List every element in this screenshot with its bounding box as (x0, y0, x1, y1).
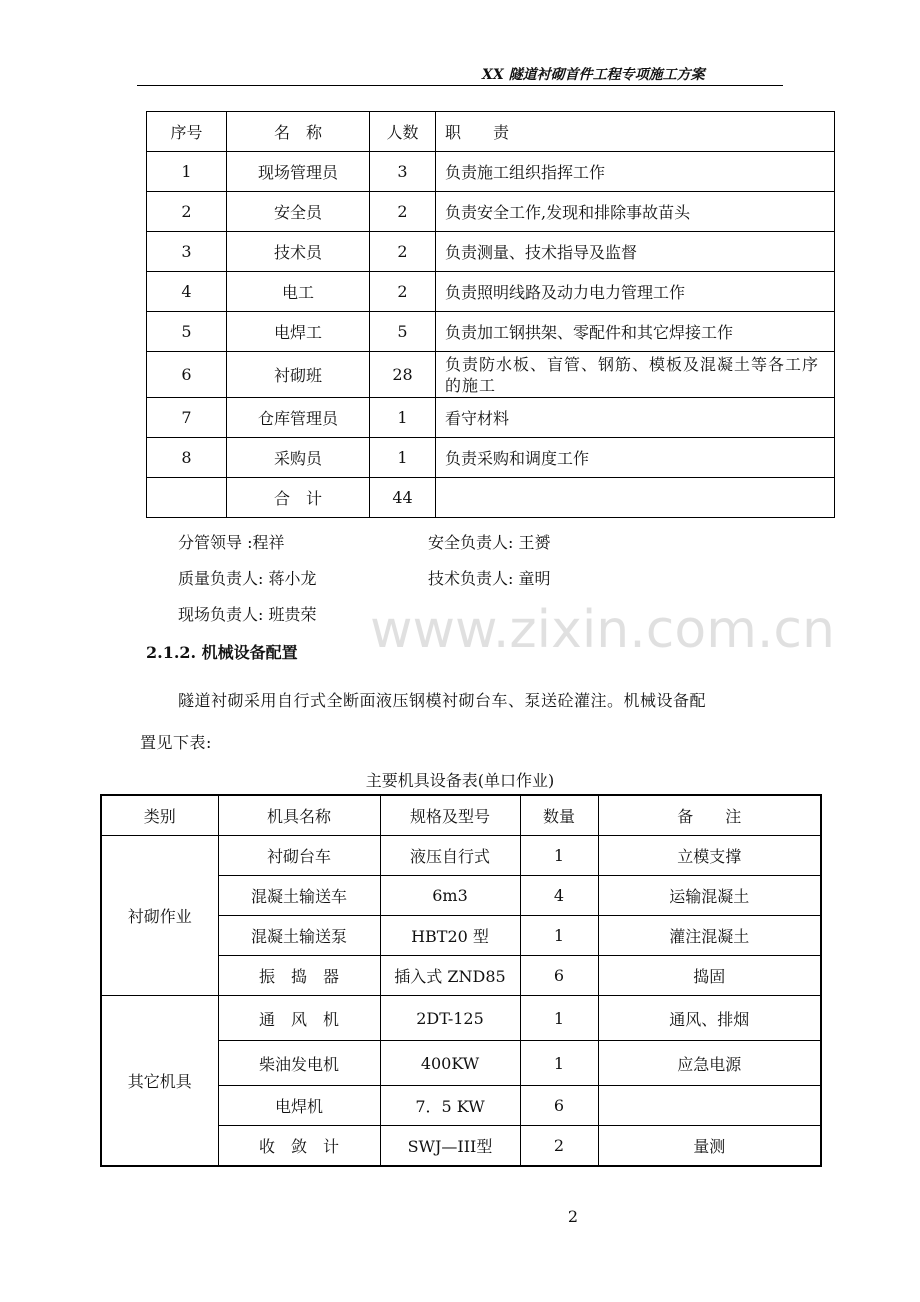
row-number: 4 (147, 272, 227, 312)
duty-description: 看守材料 (436, 398, 835, 438)
equipment-remark: 量测 (598, 1126, 821, 1167)
duty-description: 负责防水板、盲管、钢筋、模板及混凝土等各工序的施工 (445, 354, 820, 395)
equipment-qty: 1 (520, 916, 598, 956)
signature-lead: 分管领导 :程祥 (178, 533, 285, 552)
section-heading: 2.1.2. 机械设备配置 (146, 643, 298, 662)
equipment-qty: 1 (520, 836, 598, 876)
empty-cell (147, 478, 227, 518)
headcount: 2 (370, 192, 436, 232)
headcount: 2 (370, 272, 436, 312)
row-number: 1 (147, 152, 227, 192)
headcount: 5 (370, 312, 436, 352)
signature-safety: 安全负责人: 王赟 (428, 533, 551, 552)
table-row (147, 312, 835, 352)
equipment-spec: 插入式 ZND85 (380, 956, 520, 996)
header-rule (137, 85, 783, 86)
duty-description: 负责采购和调度工作 (436, 438, 835, 478)
equipment-spec: 400KW (380, 1041, 520, 1086)
header-cell: 规格及型号 (380, 795, 520, 836)
duty-description-cell (436, 352, 835, 398)
equipment-remark: 捣固 (598, 956, 821, 996)
role-name: 电焊工 (227, 312, 370, 352)
role-name: 安全员 (227, 192, 370, 232)
total-count: 44 (370, 478, 436, 518)
role-name: 仓库管理员 (227, 398, 370, 438)
table-row (147, 152, 835, 192)
table-caption: 主要机具设备表(单口作业) (365, 771, 555, 790)
equipment-qty: 6 (520, 956, 598, 996)
category-cell: 其它机具 (101, 996, 218, 1167)
row-number: 5 (147, 312, 227, 352)
equipment-qty: 2 (520, 1126, 598, 1167)
signature-tech: 技术负责人: 童明 (428, 569, 551, 588)
equipment-spec: HBT20 型 (380, 916, 520, 956)
category-cell: 衬砌作业 (101, 836, 218, 996)
role-name: 技术员 (227, 232, 370, 272)
table-row (147, 272, 835, 312)
page-number: 2 (567, 1207, 579, 1226)
role-name: 采购员 (227, 438, 370, 478)
equipment-spec: 2DT-125 (380, 996, 520, 1041)
duty-description: 负责施工组织指挥工作 (436, 152, 835, 192)
staff-table (146, 111, 835, 518)
row-number: 2 (147, 192, 227, 232)
total-label: 合 计 (227, 478, 370, 518)
signature-quality: 质量负责人: 蒋小龙 (178, 569, 317, 588)
equipment-name: 柴油发电机 (218, 1041, 380, 1086)
watermark-text: www.zixin.com.cn (370, 600, 835, 660)
header-cell: 数量 (520, 795, 598, 836)
table-row (147, 352, 835, 398)
equipment-remark: 灌注混凝土 (598, 916, 821, 956)
paragraph-line: 隧道衬砌采用自行式全断面液压钢模衬砌台车、泵送砼灌注。机械设备配 (178, 691, 707, 710)
role-name: 衬砌班 (227, 352, 370, 398)
header-cell: 类别 (101, 795, 218, 836)
equipment-table-header (101, 795, 821, 836)
equipment-remark: 应急电源 (598, 1041, 821, 1086)
headcount: 3 (370, 152, 436, 192)
duty-description: 负责加工钢拱架、零配件和其它焊接工作 (436, 312, 835, 352)
headcount: 28 (370, 352, 436, 398)
headcount: 1 (370, 398, 436, 438)
header-cell: 人数 (370, 112, 436, 152)
equipment-name: 电焊机 (218, 1086, 380, 1126)
header-cell: 机具名称 (218, 795, 380, 836)
table-row (101, 996, 821, 1041)
table-row (147, 438, 835, 478)
header-cell: 序号 (147, 112, 227, 152)
table-row (147, 232, 835, 272)
headcount: 1 (370, 438, 436, 478)
equipment-remark: 运输混凝土 (598, 876, 821, 916)
total-row (147, 478, 835, 518)
role-name: 电工 (227, 272, 370, 312)
equipment-name: 混凝土输送车 (218, 876, 380, 916)
duty-description: 负责照明线路及动力电力管理工作 (436, 272, 835, 312)
equipment-name: 混凝土输送泵 (218, 916, 380, 956)
equipment-table (100, 794, 822, 1167)
equipment-spec: SWJ—III型 (380, 1126, 520, 1167)
header-cell: 名 称 (227, 112, 370, 152)
equipment-qty: 6 (520, 1086, 598, 1126)
role-name: 现场管理员 (227, 152, 370, 192)
equipment-qty: 1 (520, 1041, 598, 1086)
row-number: 6 (147, 352, 227, 398)
duty-description: 负责测量、技术指导及监督 (436, 232, 835, 272)
headcount: 2 (370, 232, 436, 272)
empty-cell (436, 478, 835, 518)
equipment-spec: 6m3 (380, 876, 520, 916)
signature-site: 现场负责人: 班贵荣 (178, 605, 317, 624)
table-row (101, 836, 821, 876)
table-row (147, 192, 835, 232)
document-header-title: XX 隧道衬砌首件工程专项施工方案 (482, 67, 705, 83)
header-cell: 职 责 (436, 112, 835, 152)
table-row (147, 398, 835, 438)
equipment-name: 通 风 机 (218, 996, 380, 1041)
equipment-spec: 7．5 KW (380, 1086, 520, 1126)
header-cell: 备 注 (598, 795, 821, 836)
staff-table-header (147, 112, 835, 152)
equipment-qty: 1 (520, 996, 598, 1041)
duty-description: 负责安全工作,发现和排除事故苗头 (436, 192, 835, 232)
equipment-remark: 通风、排烟 (598, 996, 821, 1041)
equipment-remark: 立模支撑 (598, 836, 821, 876)
row-number: 7 (147, 398, 227, 438)
row-number: 3 (147, 232, 227, 272)
equipment-name: 振 捣 器 (218, 956, 380, 996)
equipment-spec: 液压自行式 (380, 836, 520, 876)
row-number: 8 (147, 438, 227, 478)
equipment-remark (598, 1086, 821, 1126)
equipment-name: 衬砌台车 (218, 836, 380, 876)
equipment-name: 收 敛 计 (218, 1126, 380, 1167)
equipment-qty: 4 (520, 876, 598, 916)
paragraph-line: 置见下表: (140, 733, 212, 752)
